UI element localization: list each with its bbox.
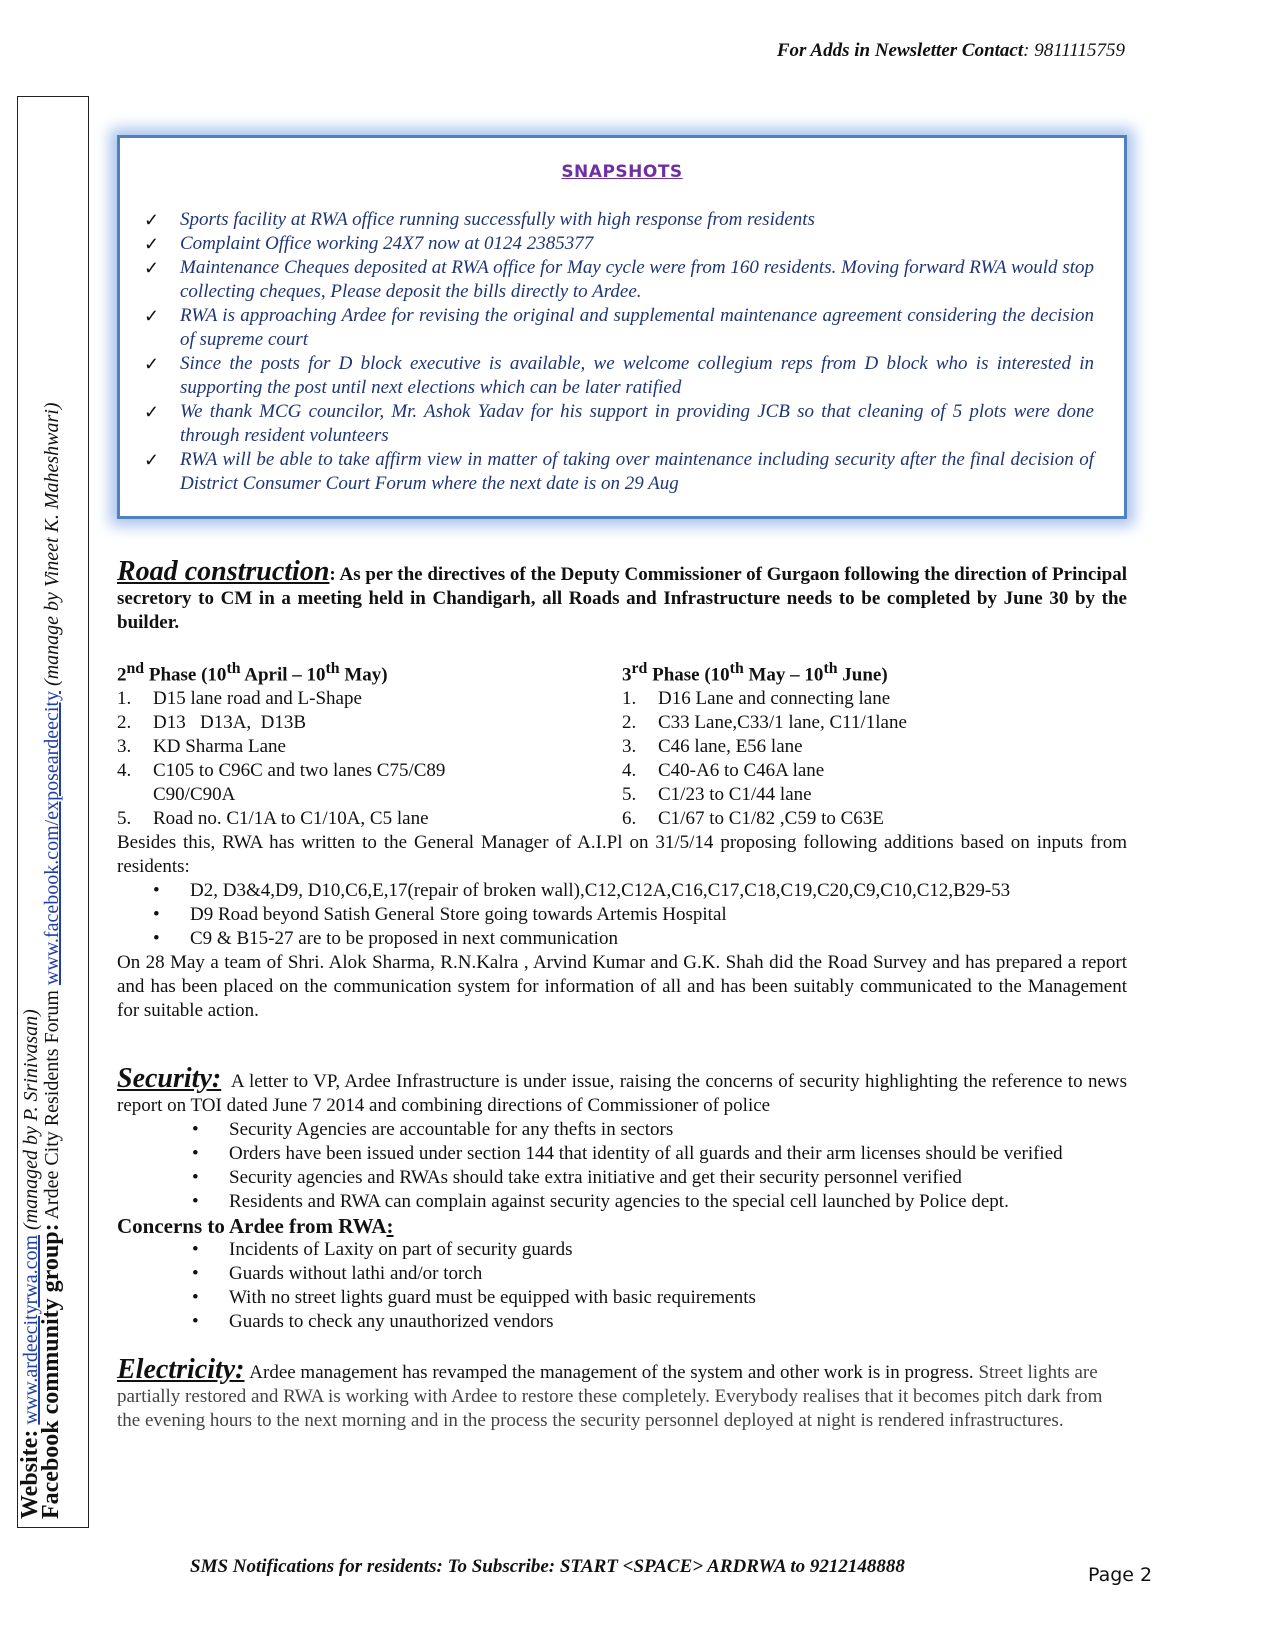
concerns-heading: Concerns to Ardee from RWA: — [117, 1214, 394, 1239]
list-item: • Guards without lathi and/or torch — [117, 1262, 1127, 1286]
contact-number: : 9811115759 — [1023, 40, 1125, 61]
list-item: • Incidents of Laxity on part of security guards — [117, 1238, 1127, 1262]
checkmark-icon: ✓ — [144, 402, 160, 422]
list-item: 4. C105 to C96C and two lanes C75/C89 C90/C90A — [117, 760, 446, 806]
list-item: 3. C46 lane, E56 lane — [622, 736, 803, 758]
page-number: Page 2 — [1088, 1564, 1153, 1586]
list-item: ✓ Complaint Office working 24X7 now at 0124 2385377 — [144, 233, 594, 254]
sidebar-box — [17, 96, 89, 1528]
phase-3-list — [622, 687, 1127, 831]
security-intro: Security: A letter to VP, Ardee Infrastructure is under issue, raising the concerns of security highlighting the reference to news report on TOI dated June 7 2014 and combining directions of Commissioner of police — [117, 1063, 1127, 1117]
list-item: 5. C1/23 to C1/44 lane — [622, 784, 812, 806]
phase-2-list — [117, 687, 622, 831]
list-item: 1. D16 Lane and connecting lane — [622, 688, 891, 710]
checkmark-icon: ✓ — [144, 258, 160, 278]
electricity-heading: Electricity: — [117, 1354, 245, 1386]
main-content — [117, 556, 1127, 1433]
list-item: 3. KD Sharma Lane — [117, 736, 286, 758]
checkmark-icon: ✓ — [144, 354, 160, 374]
list-item: 2. D13 D13A, D13B — [117, 712, 307, 734]
list-item: 6. C1/67 to C1/82 ,C59 to C63E — [622, 808, 884, 830]
facebook-label: Facebook community group: — [38, 1223, 64, 1519]
website-label: Website: — [17, 1429, 43, 1519]
checkmark-icon: ✓ — [144, 306, 160, 326]
security-points-list — [117, 1118, 1127, 1214]
list-item: • C9 & B15-27 are to be proposed in next communication — [117, 927, 1127, 951]
list-item: • Residents and RWA can complain against security agencies to the special cell launched by Police dept. — [117, 1190, 1127, 1214]
list-item: • Security agencies and RWAs should take extra initiative and get their security personnel verified — [117, 1166, 1127, 1190]
checkmark-icon: ✓ — [144, 450, 160, 470]
contact-label: For Adds in Newsletter Contact — [776, 40, 1024, 61]
phase-3-title: 3rd Phase (10th May – 10th June) — [622, 660, 888, 686]
list-item: ✓ RWA is approaching Ardee for revising the original and supplemental maintenance agreement considering the decision of supreme court — [144, 305, 1094, 350]
list-item: ✓ We thank MCG councilor, Mr. Ashok Yadav for his support in providing JCB so that cleaning of 5 plots were done through resident volunteers — [144, 401, 1094, 446]
list-item: • Guards to check any unauthorized vendors — [117, 1310, 1127, 1334]
snapshots-title: SNAPSHOTS — [561, 162, 683, 182]
list-item: 4. C40-A6 to C46A lane — [622, 760, 825, 782]
electricity-paragraph: Electricity: Ardee management has revamped the management of the system and other work is in progress. Street lights are partially restored and RWA is working with Ardee to restore these completely. Everybody realises that it becomes pitch dark from the evening hours to the next morning and in the process the security personnel deployed at night is rendered infrastructures. — [117, 1354, 1103, 1432]
list-item: • With no street lights guard must be equipped with basic requirements — [117, 1286, 1127, 1310]
list-item: ✓ Maintenance Cheques deposited at RWA office for May cycle were from 160 residents. Moving forward RWA would stop collecting cheques, Please deposit the bills directly to Ardee. — [144, 257, 1094, 302]
facebook-manager: (manage by Vineet K. Maheshwari) — [41, 402, 63, 686]
facebook-link[interactable]: www.facebook.com/exposeardeecity — [41, 690, 63, 986]
facebook-line — [38, 97, 64, 1519]
phases — [117, 657, 1127, 831]
checkmark-icon: ✓ — [144, 210, 160, 230]
security-heading: Security: — [117, 1063, 222, 1095]
list-item: 1. D15 lane road and L-Shape — [117, 688, 362, 710]
phase-2-title: 2nd Phase (10th April – 10th May) — [117, 660, 388, 686]
road-heading: Road construction — [117, 556, 330, 587]
snapshots-box — [117, 135, 1127, 519]
list-item: • Orders have been issued under section 144 that identity of all guards and their arm licenses should be verified — [117, 1142, 1127, 1166]
list-item: 2. C33 Lane,C33/1 lane, C11/1lane — [622, 712, 907, 734]
facebook-group-name: Ardee City Residents Forum — [41, 990, 63, 1220]
list-item: ✓ RWA will be able to take affirm view in matter of taking over maintenance including security after the final decision of District Consumer Court Forum where the next date is on 29 Aug — [144, 449, 1094, 494]
website-link[interactable]: www.ardeecityrwa.com — [20, 1234, 42, 1425]
road-survey: On 28 May a team of Shri. Alok Sharma, R.N.Kalra , Arvind Kumar and G.K. Shah did the Road Survey and has prepared a report and has been placed on the communication system for information of all and has been suitably communicated to the Management for suitable action. — [117, 952, 1127, 1022]
list-item: • Security Agencies are accountable for any thefts in sectors — [117, 1118, 1127, 1142]
concerns-list — [117, 1238, 1127, 1334]
sms-subscribe-note: SMS Notifications for residents: To Subscribe: START <SPACE> ARDRWA to 9212148888 — [190, 1556, 905, 1577]
road-additions-list — [117, 879, 1127, 951]
list-item: • D2, D3&4,D9, D10,C6,E,17(repair of broken wall),C12,C12A,C16,C17,C18,C19,C20,C9,C10,C12,B29-53 — [117, 879, 1127, 903]
road-intro: Road construction: As per the directives of the Deputy Commissioner of Gurgaon following the direction of Principal secretory to CM in a meeting held in Chandigarh, all Roads and Infrastructure needs to be completed by June 30 by the builder. — [117, 556, 1127, 633]
phase-3 — [622, 657, 1127, 831]
website-manager: (managed by P. Srinivasan) — [20, 1009, 42, 1230]
phase-2 — [117, 657, 622, 831]
list-item: ✓ Since the posts for D block executive is available, we welcome collegium reps from D block who is interested in supporting the post until next elections which can be later ratified — [144, 353, 1094, 398]
newsletter-contact — [777, 40, 1125, 62]
list-item: 5. Road no. C1/1A to C1/10A, C5 lane — [117, 808, 429, 830]
list-item: ✓ Sports facility at RWA office running successfully with high response from residents — [144, 209, 815, 230]
road-besides: Besides this, RWA has written to the General Manager of A.I.Pl on 31/5/14 proposing following additions based on inputs from residents: — [117, 832, 1127, 878]
checkmark-icon: ✓ — [144, 234, 160, 254]
list-item: • D9 Road beyond Satish General Store going towards Artemis Hospital — [117, 903, 1127, 927]
snapshots-list — [144, 208, 1094, 496]
